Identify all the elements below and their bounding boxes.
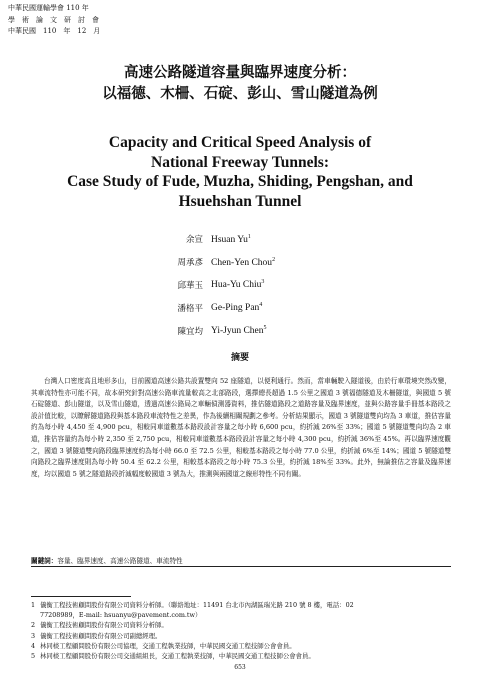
footnote-rule [31, 596, 131, 597]
footnote [31, 620, 463, 630]
author-entry [0, 319, 480, 342]
chinese-title-line-1: 高速公路隧道容量與臨界速度分析： [124, 64, 356, 81]
header-line-2: 學 術 論 文 研 討 會 [8, 15, 99, 24]
section-rule [31, 566, 451, 567]
author-entry [0, 274, 480, 297]
footnote-continuation: 77208989，E-mail: hsuanyu@pavement.com.tw） [40, 611, 202, 620]
author-name-en: Hua-Yu Chiu$^3$ [211, 279, 265, 291]
header-line-3: 中華民國 110 年 12 月 [8, 27, 101, 35]
author-affiliation-mark: 4 [259, 302, 263, 309]
keywords-label: 關鍵詞： [31, 557, 58, 565]
abstract-body: 台灣人口密度高且地形多山，目前國道高速公路共設置雙向 52 座隧道，以便利通行。然而，當車輛駛入隧道後，由於行車環境突然改變，其車流特性亦可能不同，故本研究針對高速公路車流量較高之北部路段，選擇總長超過 1.5 公里之國道 3 號福德隧道及木柵隧道，與國道 5 號石碇隧道、彭山隧道，以及雪山隧道，透過高速公路局之車輛偵測器資料，推估隧道路段之道路容量及臨界速度，並與公路容量手冊基本路段之設計值比較，以瞭解隧道路段與基本路段車流特性之差異，作為後續相關規劃之參考。分析結果顯示，國道 3 號隧道雙向均為 3 車道，推估容量約為每小時 4,450 至 4,900 pcu，相較同車道數基本路段設計容量之每小時 6,600 pcu，約折減 26%至 33%；國道 5 號隧道雙向均為 2 車道，推估容量約為每小時 2,350 至 2,750 pcu，相較同車道數基本路段設計容量之每小時 4,300 pcu，約折減 36%至 45%。再以臨界速度觀之，國道 3 號隧道雙向路段臨界速度約為每小時 66.0 至 72.5 公里，相較基本路段之每小時 77.0 公里，約折減 6%至 14%；國道 5 號隧道雙向路段之臨界速度則為每小時 50.4 至 62.2 公里，相較基本路段之每小時 75.3 公里，約折減 18%至 33%。此外，無論推估之容量及臨界速度，均以國道 5 號之隧道路段折減幅度較國道 3 號為大，推測與兩國道之線形特性不同有關。 [31, 377, 451, 478]
footnote-text: 儀衡工程技術顧問股份有限公司資料分析師。（聯絡地址：11491 台北市內湖區瑞光路 210 號 8 樓，電話：02 [40, 601, 354, 609]
keywords-text: 容量、臨界速度、高速公路隧道、車流特性 [57, 557, 183, 565]
author-name-cn: 余宣 [185, 235, 203, 246]
footnote-text: 林同棪工程顧問股份有限公司交通組組長，交通工程執業技師，中華民國交通工程技師公會會員。 [40, 652, 315, 661]
footnote-text: 林同棪工程顧問股份有限公司協理，交通工程執業技師，中華民國交通工程技師公會會員。 [40, 641, 296, 650]
author-affiliation-mark: 1 [247, 233, 251, 240]
english-title-line-4: Hsuehshan Tunnel [178, 192, 302, 210]
page-number: 653 [234, 664, 246, 671]
author-list [0, 228, 480, 342]
author-affiliation-mark: 3 [261, 279, 265, 286]
author-entry [0, 296, 480, 319]
footnote [31, 631, 463, 641]
english-title [0, 133, 480, 211]
author-name-cn: 周承彥 [177, 258, 203, 269]
author-name-en: Hsuan Yu$^1$ [211, 233, 251, 245]
footnote-number: 4 [31, 641, 36, 650]
author-name-cn: 邱華玉 [177, 280, 203, 291]
footnotes [31, 600, 463, 661]
conference-header [8, 3, 100, 38]
author-name-cn: 陳宜均 [177, 326, 203, 337]
abstract-heading: 摘要 [230, 353, 249, 363]
author-name-en: Chen-Yen Chou$^2$ [211, 256, 276, 268]
footnote-number: 3 [31, 631, 36, 640]
author-affiliation-mark: 2 [272, 256, 276, 263]
footnote-number: 5 [31, 652, 36, 661]
footnote-number: 2 [31, 621, 36, 630]
author-name-en: Yi-Jyun Chen$^5$ [211, 325, 267, 337]
footnote [31, 651, 463, 661]
chinese-title-line-2: 以福德、木柵、石碇、彭山、雪山隧道為例 [102, 85, 378, 102]
author-entry [0, 228, 480, 251]
header-line-1: 中華民國運輸學會 110 年 [8, 4, 89, 12]
author-affiliation-mark: 5 [263, 325, 267, 331]
author-name-cn: 潘格平 [177, 303, 203, 314]
author-entry [0, 251, 480, 274]
footnote-text: 儀衡工程技術顧問股份有限公司副總經理。 [40, 631, 162, 640]
footnote-text: 儀衡工程技術顧問股份有限公司資料分析師。 [40, 621, 168, 630]
chinese-title [0, 62, 480, 104]
footnote-number: 1 [31, 601, 36, 609]
keywords-line [31, 555, 451, 565]
english-title-line-3: Case Study of Fude, Muzha, Shiding, Pengshan, and [67, 173, 413, 190]
english-title-line-1: Capacity and Critical Speed Analysis of [108, 134, 372, 151]
footnote [31, 600, 463, 610]
author-name-en: Ge-Ping Pan$^4$ [211, 302, 263, 314]
english-title-line-2: National Freeway Tunnels: [151, 153, 329, 171]
footnote [31, 641, 463, 651]
